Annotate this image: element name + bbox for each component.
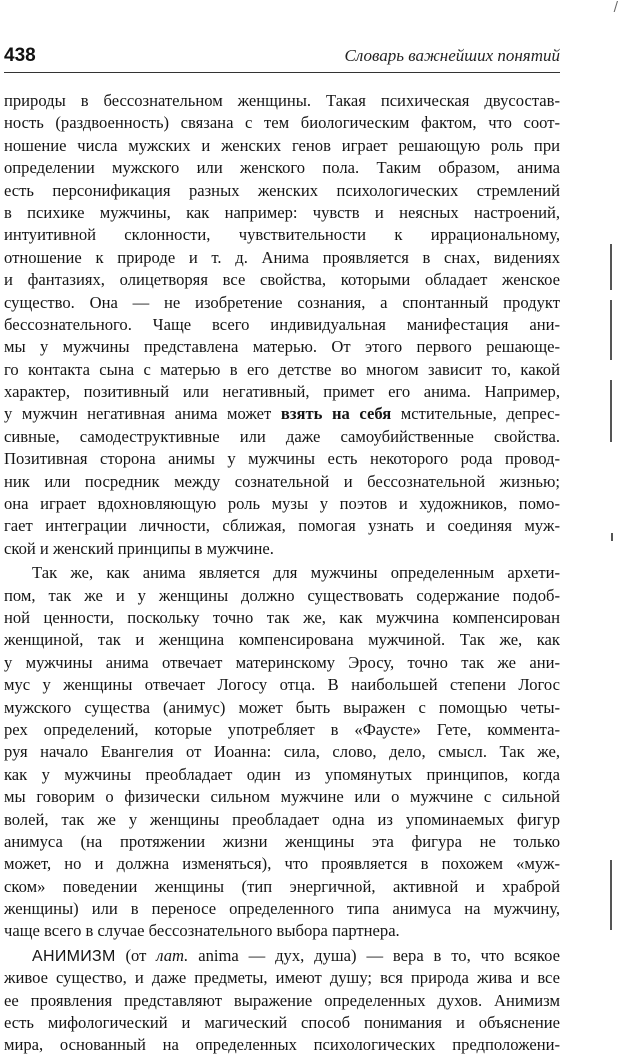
bold-phrase: взять на себя bbox=[280, 404, 392, 424]
text-line: она играет вдохновляющую роль музы у поэтов и художников, помо- bbox=[4, 494, 560, 514]
text-line: сивные, самодеструктивные или даже самоубийственные свойства. bbox=[4, 426, 560, 446]
text-line: Так же, как анима является для мужчины определенным архети- bbox=[32, 563, 560, 583]
text-line: мужского существа (анимус) может быть выражен с помощью четы- bbox=[4, 697, 560, 717]
text-line: бессознательного. Чаще всего индивидуальная манифестация ани- bbox=[4, 314, 560, 334]
text-line: ник или посредник между сознательной и бессознательной жизнью; bbox=[4, 471, 560, 491]
text-run: anima — дух, душа) — вера в то, что всякое bbox=[188, 945, 560, 965]
text-line: мус у женщины отвечает Логосу отца. В наибольшей степени Логос bbox=[4, 675, 560, 695]
text-line: интуитивной склонности, чувствительности к иррациональному, bbox=[4, 225, 560, 245]
text-line: живое существо, и даже предметы, имеют душу; вся природа жива и все bbox=[4, 968, 560, 988]
scan-margin-line bbox=[610, 244, 612, 290]
text-line: пом, так же и у женщины должно существовать содержание подоб- bbox=[4, 585, 560, 605]
italic-abbreviation: лат. bbox=[156, 945, 189, 965]
text-line: мы у мужчины представлена матерью. От этого первого решающе- bbox=[4, 337, 560, 357]
text-line: женщиной, так и женщина компенсирована мужчиной. Так же, как bbox=[4, 630, 560, 650]
entry-term: АНИМИЗМ bbox=[32, 947, 116, 965]
text-line: рех определений, которые употребляет в «Фаусте» Гете, коммента- bbox=[4, 719, 560, 739]
text-line: как у мужчины преобладает один из упомянутых принципов, когда bbox=[4, 764, 560, 784]
text-line bbox=[4, 945, 560, 967]
text-line: может, но и должна изменяться), что проявляется в похожем «муж- bbox=[4, 854, 560, 874]
scan-margin-line bbox=[610, 380, 612, 442]
text-line: есть персонификация разных женских психологических стремлений bbox=[4, 180, 560, 200]
page-number: 438 bbox=[4, 45, 36, 66]
paragraph-anima-continued bbox=[4, 90, 560, 560]
running-head: Словарь важнейших понятий bbox=[344, 46, 560, 65]
text-line: есть мифологический и магический способ понимания и объяснение bbox=[4, 1013, 560, 1033]
scan-margin-line bbox=[610, 860, 612, 930]
text-line: характер, позитивный или негативный, примет его анима. Например, bbox=[4, 382, 560, 402]
scan-margin-line bbox=[610, 300, 612, 360]
text-line: ской и женский принципы в мужчине. bbox=[4, 538, 274, 558]
text-line: ее проявления представляют выражение определенных духов. Анимизм bbox=[4, 990, 560, 1010]
text-line: Позитивная сторона анимы у мужчины есть некоторого рода провод- bbox=[4, 449, 560, 469]
text-line: и фантазиях, олицетворяя все свойства, которыми обладает женское bbox=[4, 270, 560, 290]
text-line: существо. Она — не изобретение сознания, а спонтанный продукт bbox=[4, 292, 560, 312]
text-run: (от bbox=[115, 945, 157, 965]
text-line: мира, основанный на определенных психологических предположени- bbox=[4, 1035, 560, 1055]
text-line: определении мужского или женского пола. Таким образом, анима bbox=[4, 158, 560, 178]
text-line bbox=[4, 403, 560, 425]
text-run: мстительные, депрес- bbox=[391, 404, 560, 424]
text-line: женщины) или в переносе определенного типа анимуса на мужчину, bbox=[4, 899, 560, 919]
body-text bbox=[4, 90, 560, 1057]
text-line: ной ценности, поскольку точно так же, как мужчина компенсирован bbox=[4, 607, 560, 627]
text-line: анимуса (на протяжении жизни женщины эта фигура не только bbox=[4, 831, 560, 851]
text-line: в психике мужчины, как например: чувств и неясных настроений, bbox=[4, 202, 560, 222]
entry-animism bbox=[4, 945, 560, 1057]
text-line: го контакта сына с матерью в его детстве во многом зависит то, какой bbox=[4, 359, 560, 379]
scan-corner-mark: / bbox=[613, 0, 618, 15]
text-line: ношение числа мужских и женских генов играет решающую роль при bbox=[4, 135, 560, 155]
text-line: ность (раздвоенность) связана с тем биологическим фактом, что соот- bbox=[4, 113, 560, 133]
text-line: отношение к природе и т. д. Анима проявляется в снах, видениях bbox=[4, 247, 560, 267]
text-line: у мужчины анима отвечает материнскому Эросу, точно так же ани- bbox=[4, 652, 560, 672]
text-line: волей, так же у женщины преобладает одна из упоминаемых фигур bbox=[4, 809, 560, 829]
text-line: природы в бессознательном женщины. Такая психическая двусостав- bbox=[4, 91, 560, 110]
text-line: чаще всего в случае бессознательного выбора партнера. bbox=[4, 921, 400, 941]
text-line: гает интеграции личности, сближая, помогая узнать и соединяя муж- bbox=[4, 516, 560, 536]
scan-margin-line bbox=[611, 533, 613, 541]
paragraph-animus bbox=[4, 562, 560, 943]
text-line: ском» поведении женщины (тип энергичной, активной и храброй bbox=[4, 876, 560, 896]
page-header bbox=[4, 44, 560, 70]
text-run: у мужчин негативная анима может bbox=[4, 404, 281, 424]
header-rule bbox=[4, 72, 560, 73]
text-line: мы говорим о физически сильном мужчине или о мужчине с сильной bbox=[4, 787, 560, 807]
text-line: руя начало Евангелия от Иоанна: сила, слово, дело, смысл. Так же, bbox=[4, 742, 560, 762]
